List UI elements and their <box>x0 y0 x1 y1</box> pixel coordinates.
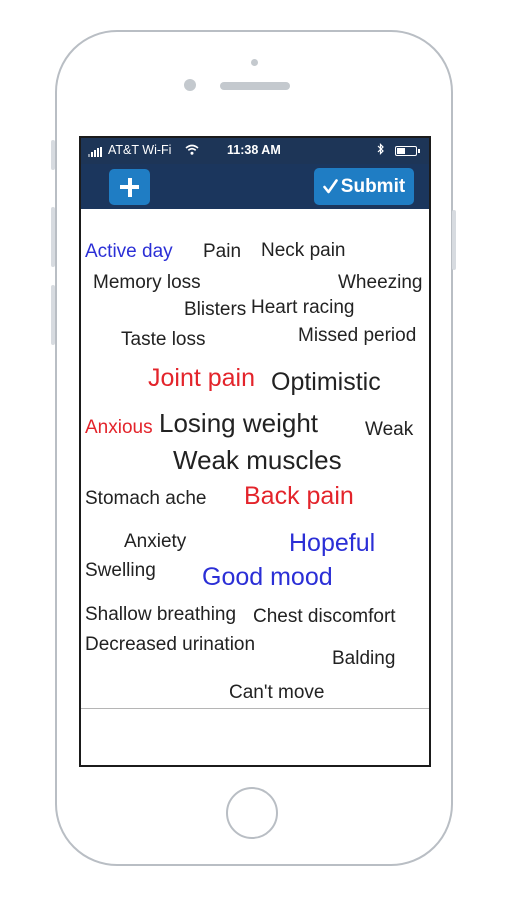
carrier-label: AT&T Wi-Fi <box>108 143 172 157</box>
word-taste-loss[interactable]: Taste loss <box>121 329 206 350</box>
word-back-pain[interactable]: Back pain <box>244 482 354 510</box>
clock: 11:38 AM <box>227 143 281 157</box>
word-missed-period[interactable]: Missed period <box>298 325 417 346</box>
word-anxious[interactable]: Anxious <box>85 417 153 438</box>
word-joint-pain[interactable]: Joint pain <box>148 364 256 392</box>
symptom-word-cloud <box>81 209 429 709</box>
mute-switch <box>51 140 55 170</box>
volume-up-button <box>51 207 55 267</box>
word-swelling[interactable]: Swelling <box>85 560 156 581</box>
earpiece-speaker <box>220 82 290 90</box>
submit-button[interactable] <box>314 168 414 205</box>
word-hopeful[interactable]: Hopeful <box>289 529 376 557</box>
word-anxiety[interactable]: Anxiety <box>124 531 187 552</box>
home-button[interactable] <box>226 787 278 839</box>
proximity-sensor <box>251 59 258 66</box>
phone-screen <box>79 136 431 767</box>
word-optimistic[interactable]: Optimistic <box>271 368 381 396</box>
word-balding[interactable]: Balding <box>332 648 396 669</box>
wifi-icon <box>185 144 199 158</box>
toolbar <box>81 164 429 209</box>
word-active-day[interactable]: Active day <box>85 241 173 262</box>
word-weak-muscles[interactable]: Weak muscles <box>173 445 342 475</box>
word-wheezing[interactable]: Wheezing <box>338 272 423 293</box>
word-heart-racing[interactable]: Heart racing <box>251 297 355 318</box>
word-stomach-ache[interactable]: Stomach ache <box>85 488 207 509</box>
status-bar <box>81 138 429 164</box>
front-camera <box>184 79 196 91</box>
word-losing-weight[interactable]: Losing weight <box>159 408 318 438</box>
checkmark-icon <box>323 179 338 194</box>
power-button <box>452 210 456 270</box>
word-memory-loss[interactable]: Memory loss <box>93 272 201 293</box>
word-chest-discomfort[interactable]: Chest discomfort <box>253 606 396 627</box>
word-blisters[interactable]: Blisters <box>184 299 247 320</box>
bottom-divider <box>81 708 429 709</box>
bluetooth-icon <box>377 143 384 158</box>
word-decreased-urination[interactable]: Decreased urination <box>85 634 256 655</box>
add-button[interactable] <box>109 169 150 205</box>
word-good-mood[interactable]: Good mood <box>202 563 333 591</box>
word-pain[interactable]: Pain <box>203 241 242 262</box>
battery-icon <box>395 146 417 156</box>
word-weak[interactable]: Weak <box>365 419 414 440</box>
volume-down-button <box>51 285 55 345</box>
word-neck-pain[interactable]: Neck pain <box>261 240 346 261</box>
word-shallow-breathing[interactable]: Shallow breathing <box>85 604 237 625</box>
word-cant-move[interactable]: Can't move <box>229 682 325 703</box>
submit-label: Submit <box>340 176 406 197</box>
